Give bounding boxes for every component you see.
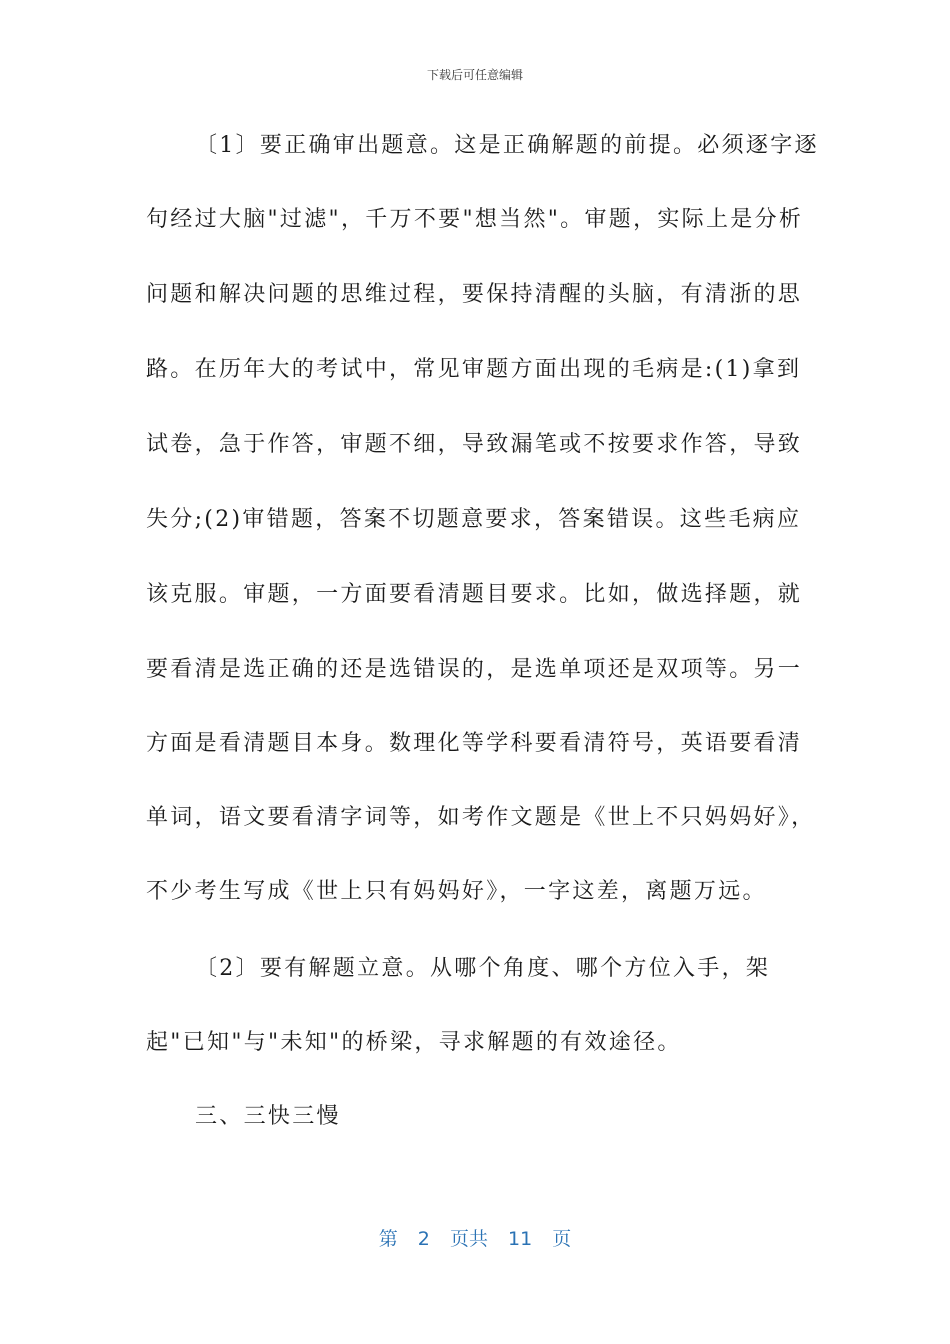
page-header: 下载后可任意编辑 (426, 68, 523, 82)
paragraph-line: 问题和解决问题的思维过程，要保持清醒的头脑，有清浙的思 (146, 282, 803, 307)
section-heading: 三、三快三慢 (195, 1104, 341, 1129)
page-footer (0, 1224, 950, 1251)
paragraph-line: 要看清是选正确的还是选错误的，是选单项还是双项等。另一 (146, 657, 803, 682)
paragraph-line: 方面是看清题目本身。数理化等学科要看清符号，英语要看清 (146, 731, 803, 756)
footer-page-number: 2 (417, 1228, 430, 1250)
footer-suffix: 页 (552, 1228, 572, 1250)
footer-total-pages: 11 (508, 1228, 533, 1250)
paragraph-line: 该克服。审题，一方面要看清题目要求。比如，做选择题，就 (146, 582, 803, 607)
footer-middle: 页共 (449, 1228, 488, 1250)
paragraph-line: 失分;(2)审错题，答案不切题意要求，答案错误。这些毛病应 (146, 507, 802, 532)
paragraph-line: 试卷，急于作答，审题不细，导致漏笔或不按要求作答，导致 (146, 432, 803, 457)
paragraph-line: 〔2〕要有解题立意。从哪个角度、哪个方位入手，架 (195, 956, 771, 981)
paragraph-line: 〔1〕要正确审出题意。这是正确解题的前提。必须逐字逐 (195, 133, 819, 158)
paragraph-line: 不少考生写成《世上只有妈妈好》，一字这差，离题万远。 (146, 879, 767, 904)
paragraph-line: 单词，语文要看清字词等，如考作文题是《世上不只妈妈好》， (146, 805, 816, 830)
footer-prefix: 第 (378, 1228, 398, 1250)
paragraph-line: 起"已知"与"未知"的桥梁，寻求解题的有效途径。 (146, 1030, 682, 1055)
paragraph-line: 句经过大脑"过滤"，千万不要"想当然"。审题，实际上是分析 (146, 207, 804, 232)
paragraph-line: 路。在历年大的考试中，常见审题方面出现的毛病是:(1)拿到 (146, 357, 802, 382)
